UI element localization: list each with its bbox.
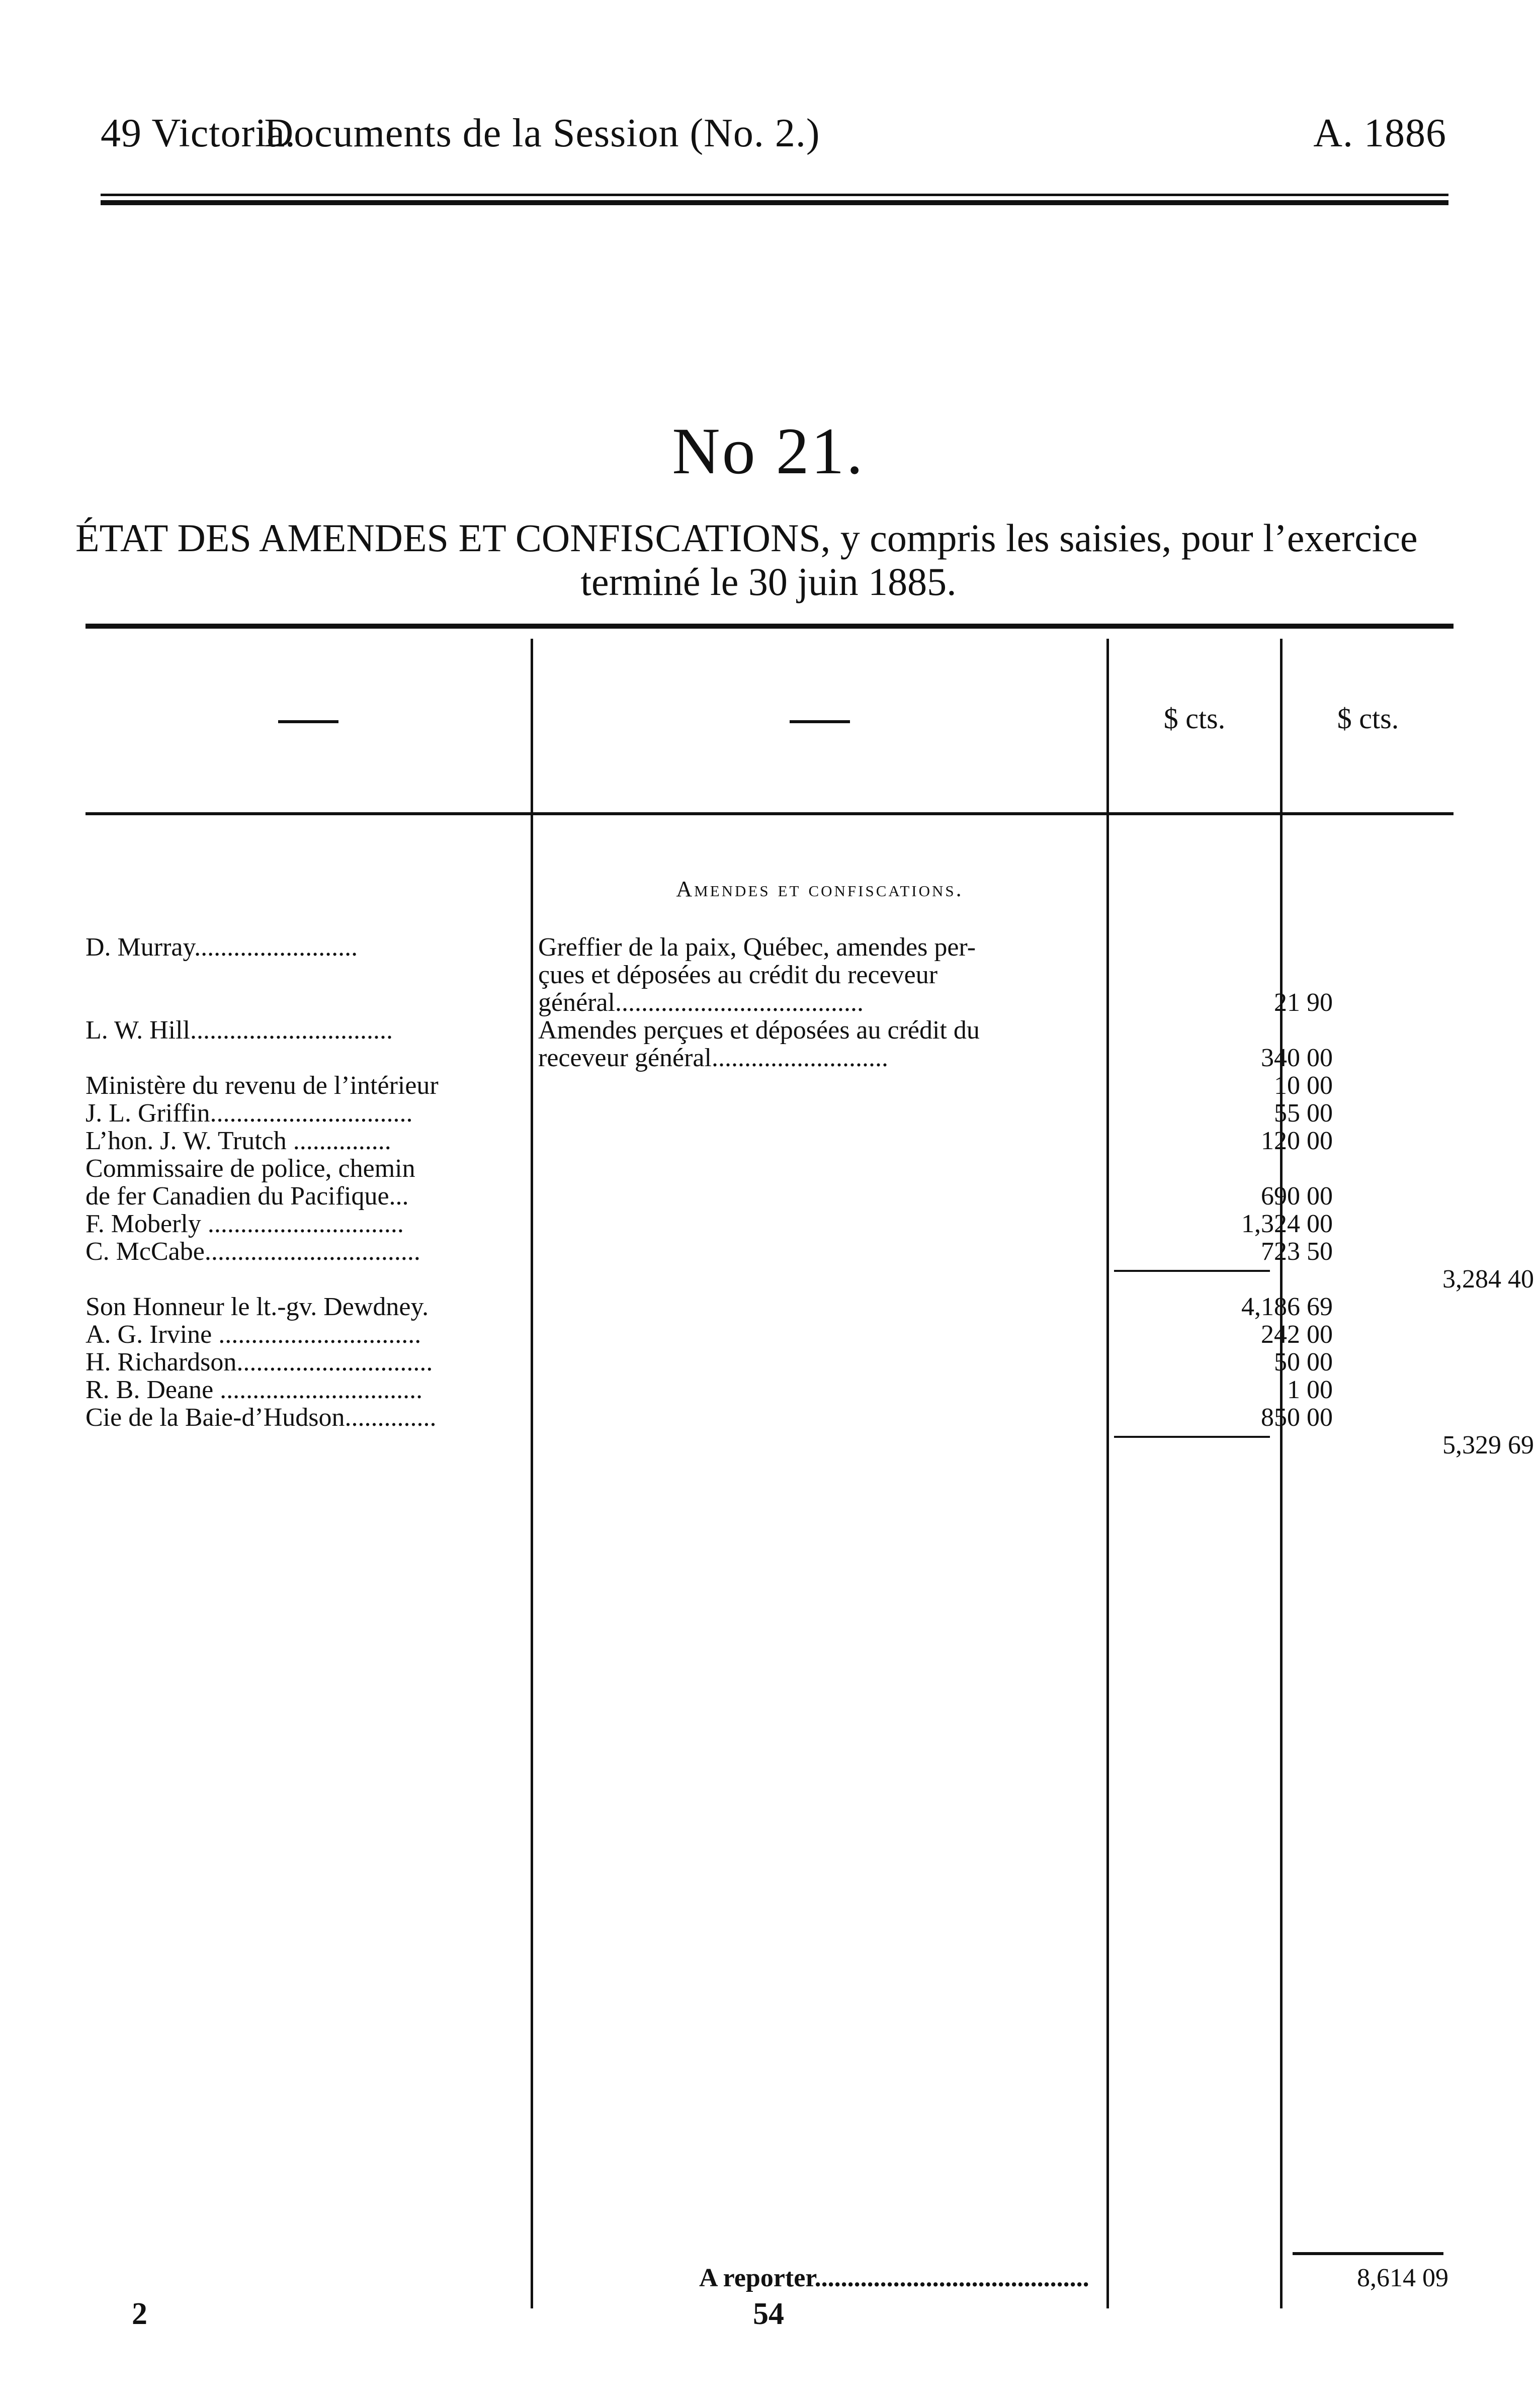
row-amount: 4,186 69 (1241, 1293, 1333, 1321)
table-header-rule (86, 812, 1454, 815)
row-description: receveur général........................... (538, 1044, 888, 1072)
row-name: D. Murray......................... (86, 933, 358, 962)
table-row (86, 1016, 1464, 1045)
row-amount: 723 50 (1261, 1237, 1333, 1266)
row-name: Son Honneur le lt.-gv. Dewdney. (86, 1293, 429, 1321)
row-amount: 850 00 (1261, 1403, 1333, 1432)
table-row (86, 1293, 1464, 1322)
row-amount: 1,324 00 (1241, 1210, 1333, 1238)
column-divider-1 (531, 639, 533, 2308)
table-row (86, 1403, 1464, 1432)
row-name: C. McCabe................................. (86, 1237, 420, 1266)
header-rule-thin (101, 194, 1448, 196)
row-description: çues et déposées au crédit du receveur (538, 961, 938, 989)
section-title: Amendes et confiscations. (676, 877, 964, 901)
row-name: H. Richardson.............................. (86, 1348, 433, 1377)
table-row (86, 1071, 1464, 1100)
row-description: Greffier de la paix, Québec, amendes per- (538, 933, 976, 962)
row-name: J. L. Griffin............................... (86, 1099, 413, 1128)
column-divider-3 (1280, 639, 1283, 2308)
row-name: Ministère du revenu de l’intérieur (86, 1071, 439, 1100)
row-name: R. B. Deane ............................... (86, 1375, 423, 1404)
header-session-year: 49 Victoria. (101, 111, 296, 155)
row-name: F. Moberly .............................. (86, 1210, 404, 1238)
column-header-name (86, 702, 531, 735)
row-description: général...................................... (538, 988, 864, 1017)
row-amount: 10 00 (1274, 1071, 1333, 1100)
page-number: 54 (753, 2297, 784, 2331)
table-row (86, 988, 1464, 1017)
row-total: 5,329 69 (1442, 1431, 1534, 1459)
row-name: Cie de la Baie-d’Hudson.............. (86, 1403, 437, 1432)
table-row (86, 933, 1464, 962)
table-top-rule (86, 624, 1454, 629)
table-row (86, 1265, 1534, 1294)
table-row (86, 1154, 1464, 1183)
column-header-name-dash (278, 720, 338, 723)
row-name: L’hon. J. W. Trutch ............... (86, 1127, 391, 1155)
table-row (86, 961, 1464, 990)
table-row (86, 1320, 1464, 1349)
row-description: Amendes perçues et déposées au crédit du (538, 1016, 980, 1045)
column-header-amount: $ cts. (1163, 702, 1226, 735)
a-reporter-label: A reporter.......................................... (699, 2264, 1089, 2292)
subtotal-rule-2 (1114, 1436, 1270, 1438)
table-row (86, 1431, 1534, 1460)
document-title-lead: ÉTAT DES AMENDES ET CONFISCATIONS, (75, 516, 831, 560)
grand-total-rule (1293, 2252, 1443, 2255)
document-title-line2: terminé le 30 juin 1885. (580, 560, 957, 604)
row-name: A. G. Irvine ............................... (86, 1320, 421, 1349)
row-name: L. W. Hill............................... (86, 1016, 393, 1045)
table-row (86, 1044, 1464, 1073)
row-name: Commissaire de police, chemin (86, 1154, 415, 1183)
a-reporter-total: 8,614 09 (1357, 2264, 1448, 2292)
document-title-line1 (75, 515, 1454, 561)
table-row (86, 1375, 1464, 1405)
row-amount: 21 90 (1274, 988, 1333, 1017)
table-row (86, 1210, 1464, 1239)
subtotal-rule-1 (1114, 1270, 1270, 1272)
row-amount: 120 00 (1261, 1127, 1333, 1155)
table-row (86, 1237, 1464, 1266)
row-amount: 55 00 (1274, 1099, 1333, 1128)
row-amount: 340 00 (1261, 1044, 1333, 1072)
column-header-total: $ cts. (1337, 702, 1399, 735)
header-annee: A. 1886 (1313, 111, 1446, 155)
row-total: 3,284 40 (1442, 1265, 1534, 1294)
row-name: de fer Canadien du Pacifique... (86, 1182, 409, 1211)
column-header-description (533, 702, 1106, 735)
header-document-title: Documents de la Session (No. 2.) (264, 111, 820, 155)
table-row (86, 1099, 1464, 1128)
signature-mark: 2 (132, 2297, 147, 2331)
row-amount: 690 00 (1261, 1182, 1333, 1211)
column-divider-2 (1106, 639, 1109, 2308)
table-row (86, 1348, 1464, 1377)
row-amount: 1 00 (1287, 1375, 1333, 1404)
column-header-description-dash (790, 720, 850, 723)
row-amount: 242 00 (1261, 1320, 1333, 1349)
row-amount: 50 00 (1274, 1348, 1333, 1377)
table-row (86, 1127, 1464, 1156)
header-rule-thick (101, 200, 1448, 205)
table-row (86, 1182, 1464, 1211)
document-title-rest: y compris les saisies, pour l’exercice (830, 516, 1418, 560)
document-number: No 21. (672, 414, 865, 488)
